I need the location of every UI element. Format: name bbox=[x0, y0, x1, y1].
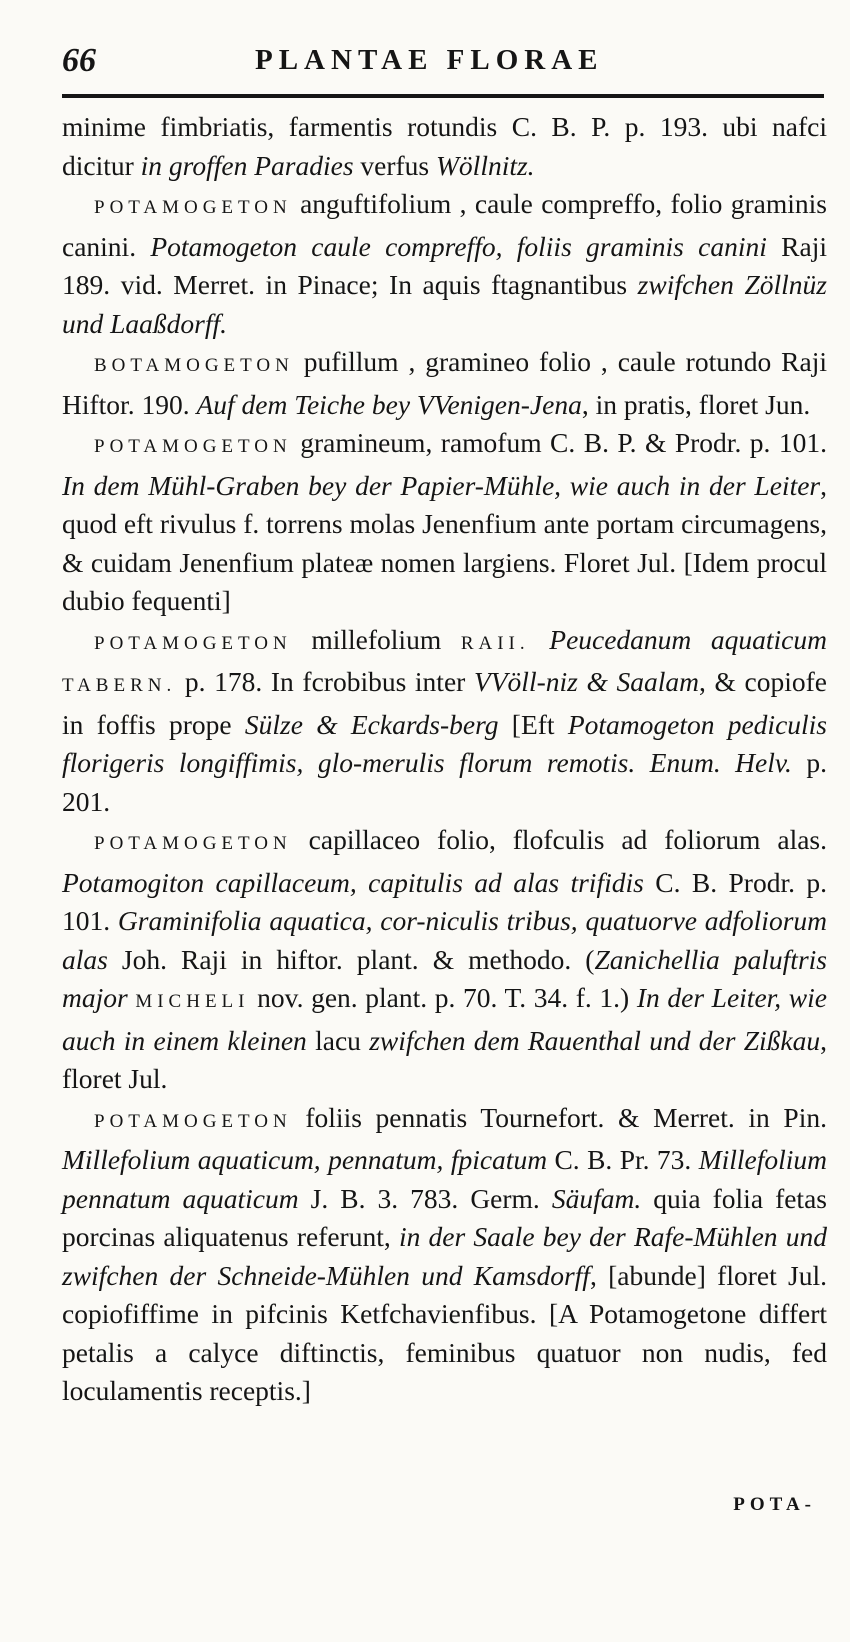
text-run: minime fimbriatis, farmentis rotundis C. B. P. p. 193. ubi nafci dicitur bbox=[62, 111, 827, 181]
italic-text: Zanichellia paluftris major bbox=[62, 943, 827, 1013]
small-caps-term: BOTAMOGETON bbox=[94, 355, 294, 376]
italic-text: Potamogiton capillaceum, capitulis ad alas trifidis bbox=[62, 866, 644, 898]
italic-text: In dem Mühl-Graben bey der Papier-Mühle, wie auch in der Leiter bbox=[62, 469, 821, 501]
italic-text: in der Saale bey der Rafe-Mühlen und zwifchen der Schneide-Mühlen und Kamsdorff bbox=[62, 1221, 827, 1291]
text-run: gramineum, ramofum C. B. P. & Prodr. p. 101. bbox=[291, 427, 827, 458]
italic-text: Säufam. bbox=[551, 1182, 642, 1214]
text-run: Joh. Raji in hiftor. plant. & methodo. ( bbox=[107, 943, 595, 975]
text-run: , floret Jul. bbox=[62, 1024, 827, 1094]
entry-paragraph bbox=[62, 1099, 827, 1411]
italic-text: Potamogeton caule compreffo, foliis graminis canini bbox=[150, 230, 767, 262]
text-body bbox=[62, 108, 827, 1411]
small-caps-term: POTAMOGETON bbox=[94, 1110, 292, 1132]
entry-paragraph bbox=[62, 108, 827, 185]
small-caps-term: TABERN. bbox=[62, 675, 177, 696]
catchword: POTA- bbox=[733, 1494, 816, 1515]
running-title: PLANTAE FLORAE bbox=[255, 44, 604, 76]
text-run bbox=[530, 624, 550, 655]
text-run: C. B. Pr. 73. bbox=[547, 1144, 699, 1175]
italic-text: Millefolium aquaticum, pennatum, fpicatum bbox=[62, 1144, 548, 1175]
text-run: C. B. Prodr. p. 101. bbox=[62, 866, 827, 936]
text-run: capillaceo folio, flofculis ad foliorum alas. bbox=[291, 824, 827, 855]
italic-text: VVöll-niz & Saalam bbox=[473, 666, 699, 697]
entry-paragraph bbox=[62, 821, 827, 1099]
small-caps-term: POTAMOGETON bbox=[94, 833, 292, 854]
text-run: verfus bbox=[353, 149, 437, 181]
italic-text: Peucedanum aquaticum bbox=[549, 623, 828, 655]
entry-paragraph bbox=[62, 343, 827, 424]
text-run: , [abunde] floret Jul. copiofiffime in pifcinis Ketfchavienfibus. [A Potamogetone differt petalis a calyce diftinctis, feminibus quatuor non nudis, fed loculamentis receptis.] bbox=[62, 1259, 828, 1406]
header-rule bbox=[62, 94, 824, 98]
italic-text: Auf dem Teiche bey VVenigen-Jena bbox=[196, 388, 582, 420]
text-run: , & copiofe in foffis prope bbox=[62, 666, 827, 740]
text-run: quia folia fetas porcinas aliquatenus referunt, bbox=[62, 1182, 827, 1252]
text-run: Raji 189. vid. Merret. in Pinace; In aquis ftagnantibus bbox=[62, 230, 827, 300]
text-run: p. 178. In fcrobibus inter bbox=[176, 666, 474, 697]
italic-text: In der Leiter, wie auch in einem kleinen bbox=[62, 982, 827, 1056]
text-run: , in pratis, floret Jun. bbox=[581, 388, 811, 420]
text-run: pufillum , gramineo folio , caule rotundo Raji Hiftor. 190. bbox=[62, 346, 827, 420]
italic-text: in groffen Paradies bbox=[140, 149, 354, 181]
text-run: , quod eft rivulus f. torrens molas Jenenfium ante portam circumagens, & cuidam Jenenfium plateæ nomen largiens. Floret Jul. [Idem procul dubio fequenti] bbox=[62, 469, 827, 616]
text-run: anguftifolium , caule compreffo, folio graminis canini. bbox=[62, 188, 827, 262]
italic-text: Sülze & Eckards-berg bbox=[244, 708, 499, 740]
text-run: nov. gen. plant. p. 70. T. 34. f. 1.) bbox=[249, 982, 637, 1013]
text-run: J. B. 3. 783. Germ. bbox=[298, 1182, 552, 1214]
entry-paragraph bbox=[62, 621, 827, 822]
entry-paragraph bbox=[62, 185, 827, 343]
italic-text: Graminifolia aquatica, cor-niculis tribus, quatuorve adfoliorum alas bbox=[62, 905, 828, 975]
text-run: [Eft bbox=[498, 708, 568, 740]
text-run: millefolium bbox=[291, 623, 461, 655]
small-caps-term: RAII. bbox=[460, 632, 530, 654]
small-caps-term: POTAMOGETON bbox=[94, 436, 292, 457]
page-number: 66 bbox=[62, 42, 96, 79]
small-caps-term: MICHELI bbox=[135, 991, 250, 1012]
italic-text: zwifchen dem Rauenthal und der Zißkau bbox=[369, 1024, 821, 1056]
page-header bbox=[62, 38, 822, 78]
entry-paragraph bbox=[62, 424, 827, 621]
italic-text: Wöllnitz. bbox=[436, 149, 535, 181]
italic-text: Potamogeton pediculis florigeris longiffimis, glo-merulis florum remotis. Enum. Helv. bbox=[62, 708, 828, 778]
italic-text: zwifchen Zöllnüz und Laaßdorff. bbox=[62, 269, 827, 339]
small-caps-term: POTAMOGETON bbox=[94, 197, 292, 218]
small-caps-term: POTAMOGETON bbox=[94, 632, 292, 654]
text-run: p. 201. bbox=[62, 747, 828, 817]
italic-text: Millefolium pennatum aquaticum bbox=[62, 1144, 828, 1214]
text-run: lacu bbox=[306, 1024, 370, 1056]
text-run: foliis pennatis Tournefort. & Merret. in Pin. bbox=[291, 1101, 827, 1133]
